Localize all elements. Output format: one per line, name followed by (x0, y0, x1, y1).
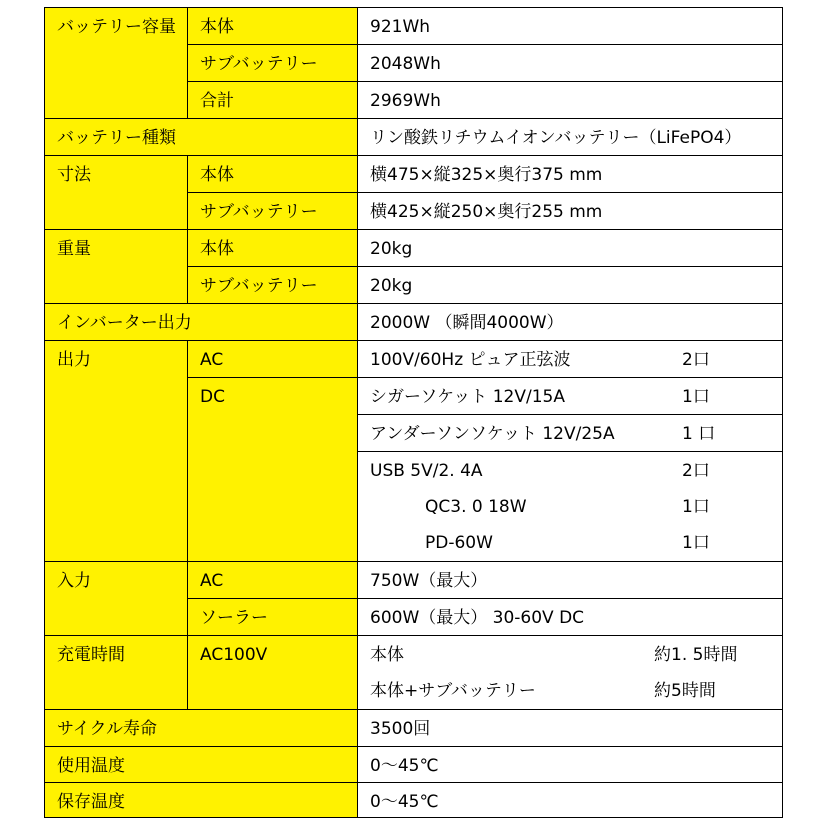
table-bottom-border (44, 817, 783, 818)
battery-type-value: リン酸鉄リチウムイオンバッテリー（LiFePO4） (357, 118, 783, 155)
charge-main-value: 約1. 5時間 (654, 645, 738, 665)
battery-type-label: バッテリー種類 (44, 118, 357, 155)
inverter-label: インバーター出力 (44, 303, 357, 340)
capacity-total-value: 2969Wh (357, 81, 783, 118)
table-right-border (782, 7, 783, 818)
cycle-value: 3500回 (357, 709, 783, 746)
dimensions-sub-label: サブバッテリー (187, 192, 357, 229)
output-ac-count: 2口 (682, 350, 710, 370)
output-dc-pd-count: 1口 (682, 533, 710, 553)
output-dc-usb-block (357, 451, 783, 561)
output-ac-value: 100V/60Hz ピュア正弦波 (370, 350, 571, 370)
weight-sub-value: 20kg (357, 266, 783, 303)
output-dc-anderson-count: 1 口 (682, 424, 716, 444)
output-ac-label: AC (187, 340, 357, 377)
capacity-sub-value: 2048Wh (357, 44, 783, 81)
output-dc-pd-value: PD-60W (425, 533, 493, 553)
output-dc-qc-value: QC3. 0 18W (425, 497, 527, 517)
op-temp-value: 0～45℃ (357, 746, 783, 782)
dimensions-label: 寸法 (44, 155, 187, 229)
charge-sub-label: AC100V (187, 635, 357, 709)
dimensions-sub-value: 横425×縦250×奥行255 mm (357, 192, 783, 229)
output-ac-row (357, 340, 783, 377)
row-label-capacity (44, 7, 187, 118)
input-ac-value: 750W（最大） (357, 561, 783, 598)
dimensions-main-label: 本体 (187, 155, 357, 192)
weight-sub-label: サブバッテリー (187, 266, 357, 303)
output-label: 出力 (44, 340, 187, 561)
charge-block (357, 635, 783, 709)
dimensions-main-value: 横475×縦325×奥行375 mm (357, 155, 783, 192)
capacity-label: バッテリー容量 (57, 17, 176, 37)
output-dc-anderson-value: アンダーソンソケット 12V/25A (370, 424, 615, 444)
output-dc-cigar-count: 1口 (682, 387, 710, 407)
output-dc-qc-count: 1口 (682, 497, 710, 517)
charge-main-label: 本体 (370, 645, 404, 665)
weight-label: 重量 (44, 229, 187, 303)
output-dc-usb-count: 2口 (682, 461, 710, 481)
storage-temp-label: 保存温度 (44, 782, 357, 818)
capacity-total-label: 合計 (187, 81, 357, 118)
spec-table (44, 7, 783, 818)
input-ac-label: AC (187, 561, 357, 598)
weight-main-value: 20kg (357, 229, 783, 266)
input-solar-label: ソーラー (187, 598, 357, 635)
output-dc-anderson-row (357, 414, 783, 451)
output-dc-usb-value: USB 5V/2. 4A (370, 461, 483, 481)
output-dc-cigar-row (357, 377, 783, 414)
capacity-main-value: 921Wh (357, 7, 783, 44)
cycle-label: サイクル寿命 (44, 709, 357, 746)
capacity-main-label: 本体 (187, 7, 357, 44)
charge-both-label: 本体+サブバッテリー (370, 681, 536, 701)
charge-both-value: 約5時間 (654, 681, 716, 701)
op-temp-label: 使用温度 (44, 746, 357, 782)
input-label: 入力 (44, 561, 187, 635)
storage-temp-value: 0～45℃ (357, 782, 783, 818)
output-dc-label: DC (187, 377, 357, 561)
output-dc-cigar-value: シガーソケット 12V/15A (370, 387, 565, 407)
input-solar-value: 600W（最大） 30-60V DC (357, 598, 783, 635)
inverter-value: 2000W （瞬間4000W） (357, 303, 783, 340)
charge-label: 充電時間 (44, 635, 187, 709)
capacity-sub-label: サブバッテリー (187, 44, 357, 81)
weight-main-label: 本体 (187, 229, 357, 266)
